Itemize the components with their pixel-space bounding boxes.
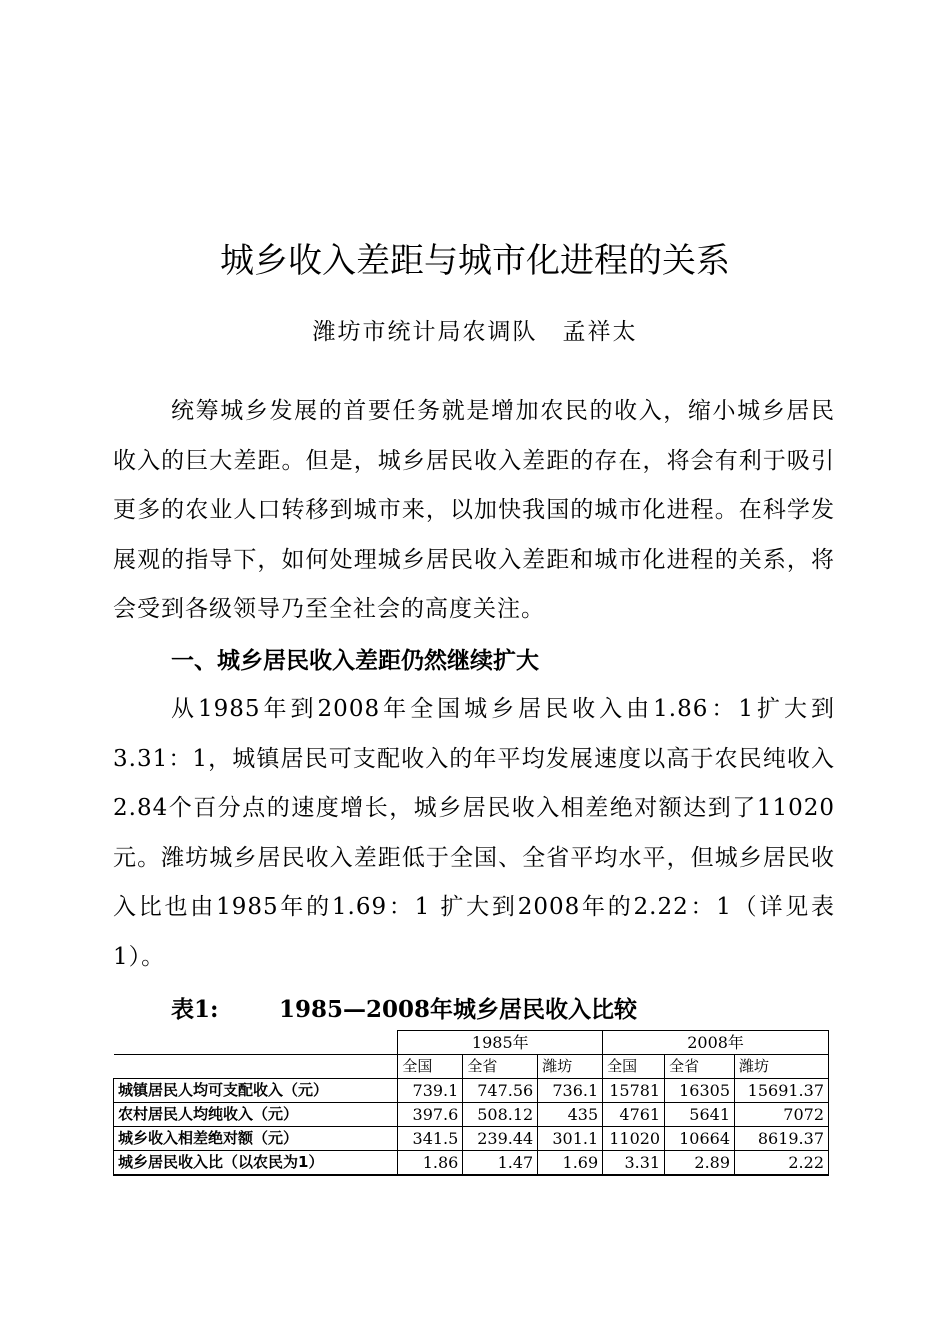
table-caption-title: 1985—2008年城乡居民收入比较 (279, 996, 638, 1023)
subheader-cell: 全省 (463, 1055, 538, 1079)
table-cell: 1.69 (538, 1151, 603, 1176)
table-cell: 2.89 (665, 1151, 735, 1176)
table-cell: 1.47 (463, 1151, 538, 1176)
table-cell: 239.44 (463, 1127, 538, 1151)
table-row (114, 1079, 829, 1103)
table-cell: 508.12 (463, 1103, 538, 1127)
table-cell: 15781 (603, 1079, 665, 1103)
table-row (114, 1127, 829, 1151)
group-header-2008: 2008年 (603, 1031, 829, 1055)
table-cell: 15691.37 (735, 1079, 829, 1103)
table-cell: 7072 (735, 1103, 829, 1127)
subheader-cell: 全国 (398, 1055, 463, 1079)
table-cell: 435 (538, 1103, 603, 1127)
section1-paragraph: 从1985年到2008年全国城乡居民收入由1.86：1扩大到3.31：1，城镇居民可支配收入的年平均发展速度以高于农民纯收入2.84个百分点的速度增长，城乡居民收入相差绝对额达到了11020元。潍坊城乡居民收入差距低于全国、全省平均水平，但城乡居民收入比也由1985年的1.69：1 扩大到2008年的2.22：1（详见表1）。 (113, 696, 835, 970)
table-cell: 747.56 (463, 1079, 538, 1103)
table-cell: 739.1 (398, 1079, 463, 1103)
table-cell: 16305 (665, 1079, 735, 1103)
subheader-cell: 全省 (665, 1055, 735, 1079)
table-cell: 5641 (665, 1103, 735, 1127)
table-cell: 341.5 (398, 1127, 463, 1151)
table-cell: 301.1 (538, 1127, 603, 1151)
table-group-header-row (114, 1031, 829, 1055)
table-cell: 8619.37 (735, 1127, 829, 1151)
table-row (114, 1151, 829, 1176)
subheader-cell: 潍坊 (538, 1055, 603, 1079)
section-heading: 一、城乡居民收入差距仍然继续扩大 (171, 648, 539, 674)
table-cell: 11020 (603, 1127, 665, 1151)
row-label: 城乡收入相差绝对额（元） (114, 1127, 398, 1151)
table-cell: 3.31 (603, 1151, 665, 1176)
subheader-cell: 潍坊 (735, 1055, 829, 1079)
table-corner-cell (114, 1055, 398, 1079)
intro-paragraph: 统筹城乡发展的首要任务就是增加农民的收入，缩小城乡居民收入的巨大差距。但是，城乡居民收入差距的存在，将会有利于吸引更多的农业人口转移到城市来，以加快我国的城市化进程。在科学发展观的指导下，如何处理城乡居民收入差距和城市化进程的关系，将会受到各级领导乃至全社会的高度关注。 (113, 398, 835, 623)
table-cell: 397.6 (398, 1103, 463, 1127)
table-cell: 10664 (665, 1127, 735, 1151)
subheader-cell: 全国 (603, 1055, 665, 1079)
table-caption (171, 990, 637, 1030)
income-comparison-table (113, 1030, 829, 1176)
table-corner-cell (114, 1031, 398, 1055)
table-caption-label: 表1: (171, 996, 219, 1023)
group-header-1985: 1985年 (398, 1031, 603, 1055)
table-cell: 1.86 (398, 1151, 463, 1176)
table-cell: 4761 (603, 1103, 665, 1127)
row-label: 城乡居民收入比（以农民为1） (114, 1151, 398, 1176)
row-label: 城镇居民人均可支配收入（元） (114, 1079, 398, 1103)
table-row (114, 1103, 829, 1127)
document-title: 城乡收入差距与城市化进程的关系 (220, 241, 730, 281)
table-subheader-row (114, 1055, 829, 1079)
author-byline: 潍坊市统计局农调队 孟祥太 (312, 319, 638, 345)
row-label: 农村居民人均纯收入（元） (114, 1103, 398, 1127)
table-cell: 2.22 (735, 1151, 829, 1176)
table-cell: 736.1 (538, 1079, 603, 1103)
